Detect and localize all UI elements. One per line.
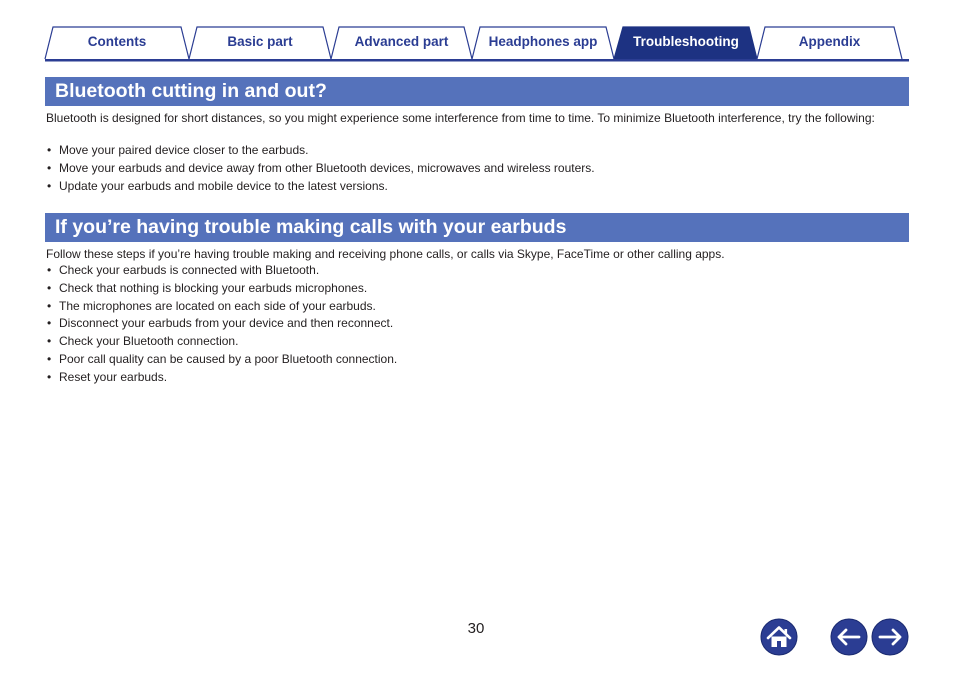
tab-bar bbox=[0, 0, 954, 64]
list-item: • Move your earbuds and device away from other Bluetooth devices, microwaves and wireless routers. bbox=[46, 160, 906, 178]
home-icon bbox=[760, 618, 798, 656]
tab-basic-part[interactable]: Basic part bbox=[227, 34, 293, 49]
list-item: • Check that nothing is blocking your earbuds microphones. bbox=[46, 280, 906, 298]
home-button[interactable] bbox=[760, 618, 798, 656]
tab-contents[interactable]: Contents bbox=[87, 34, 147, 49]
list-item: • The microphones are located on each side of your earbuds. bbox=[46, 298, 906, 316]
list-item: • Reset your earbuds. bbox=[46, 369, 906, 387]
tab-advanced-part[interactable]: Advanced part bbox=[354, 34, 449, 49]
previous-page-button[interactable] bbox=[830, 618, 868, 656]
bullet-list-bluetooth bbox=[46, 142, 906, 195]
bullet-list-calls bbox=[46, 262, 906, 387]
list-item: • Move your paired device closer to the earbuds. bbox=[46, 142, 906, 160]
section-intro-bluetooth: Bluetooth is designed for short distances, so you might experience some interference from time to time. To minimize Bluetooth interference, try the following: bbox=[46, 111, 875, 125]
list-item: • Poor call quality can be caused by a poor Bluetooth connection. bbox=[46, 351, 906, 369]
tab-underline bbox=[45, 59, 909, 62]
list-item: • Disconnect your earbuds from your device and then reconnect. bbox=[46, 315, 906, 333]
page-number: 30 bbox=[467, 620, 485, 637]
tab-troubleshooting[interactable]: Troubleshooting bbox=[633, 34, 739, 49]
tab-bar-shapes bbox=[0, 0, 954, 64]
tab-appendix[interactable]: Appendix bbox=[798, 34, 861, 49]
section-intro-calls: Follow these steps if you’re having trouble making and receiving phone calls, or calls via Skype, FaceTime or other calling apps. bbox=[46, 247, 725, 261]
next-page-button[interactable] bbox=[871, 618, 909, 656]
arrow-left-icon bbox=[830, 618, 868, 656]
list-item: • Check your earbuds is connected with Bluetooth. bbox=[46, 262, 906, 280]
section-heading-calls: If you’re having trouble making calls with your earbuds bbox=[45, 213, 909, 242]
section-heading-bluetooth: Bluetooth cutting in and out? bbox=[45, 77, 909, 106]
list-item: • Update your earbuds and mobile device to the latest versions. bbox=[46, 178, 906, 196]
arrow-right-icon bbox=[871, 618, 909, 656]
list-item: • Check your Bluetooth connection. bbox=[46, 333, 906, 351]
tab-headphones-app[interactable]: Headphones app bbox=[488, 34, 598, 49]
